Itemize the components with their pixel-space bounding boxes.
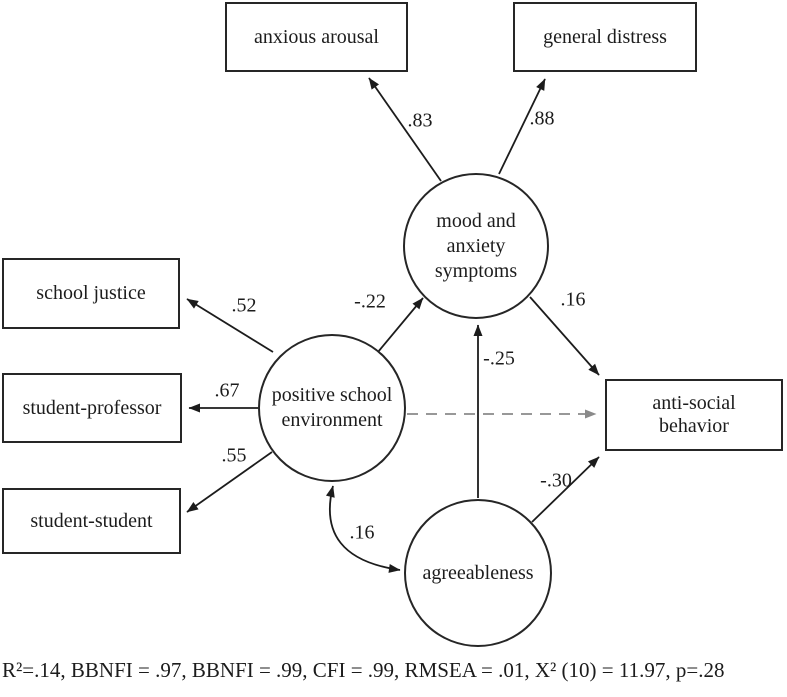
coef-pse-agreeableness-correlation: .16	[349, 521, 375, 544]
node-student-professor	[2, 373, 182, 443]
node-antisocial-behavior	[605, 379, 783, 451]
node-mood-anxiety-symptoms-label: mood and anxiety symptoms	[434, 209, 518, 282]
coef-pse-to-student-professor: .67	[214, 379, 240, 402]
node-anxious-arousal-label: anxious arousal	[254, 25, 379, 48]
node-student-student-label: student-student	[30, 509, 153, 532]
node-agreeableness-label: agreeableness	[422, 561, 534, 584]
coef-agreeableness-to-antisocial: -.30	[540, 469, 572, 492]
node-agreeableness	[404, 499, 552, 647]
node-anxious-arousal	[225, 2, 408, 72]
coef-mood-to-anxious-arousal: .83	[407, 109, 433, 132]
coef-mood-to-antisocial: .16	[560, 288, 586, 311]
node-school-justice-label: school justice	[36, 282, 146, 304]
node-antisocial-behavior-label: anti-social behavior	[652, 392, 736, 437]
node-positive-school-environment	[258, 334, 406, 482]
node-school-justice	[2, 258, 180, 329]
node-mood-anxiety-symptoms	[403, 173, 549, 319]
coef-pse-to-student-student: .55	[221, 444, 247, 467]
node-student-student	[2, 488, 181, 554]
node-positive-school-environment-label: positive school environment	[271, 384, 393, 431]
node-general-distress	[513, 2, 697, 72]
node-general-distress-label: general distress	[543, 25, 667, 48]
coef-mood-to-general-distress: .88	[529, 107, 555, 130]
coef-pse-to-school-justice: .52	[231, 294, 257, 317]
coef-agreeableness-to-mood: -.25	[483, 347, 515, 370]
node-student-professor-label: student-professor	[22, 396, 162, 419]
coef-pse-to-mood: -.22	[354, 290, 386, 313]
arrow-pse-to-school-justice	[187, 299, 273, 352]
fit-statistics: R²=.14, BBNFI = .97, BBNFI = .99, CFI = .99, RMSEA = .01, X² (10) = 11.97, p=.28	[2, 658, 725, 682]
